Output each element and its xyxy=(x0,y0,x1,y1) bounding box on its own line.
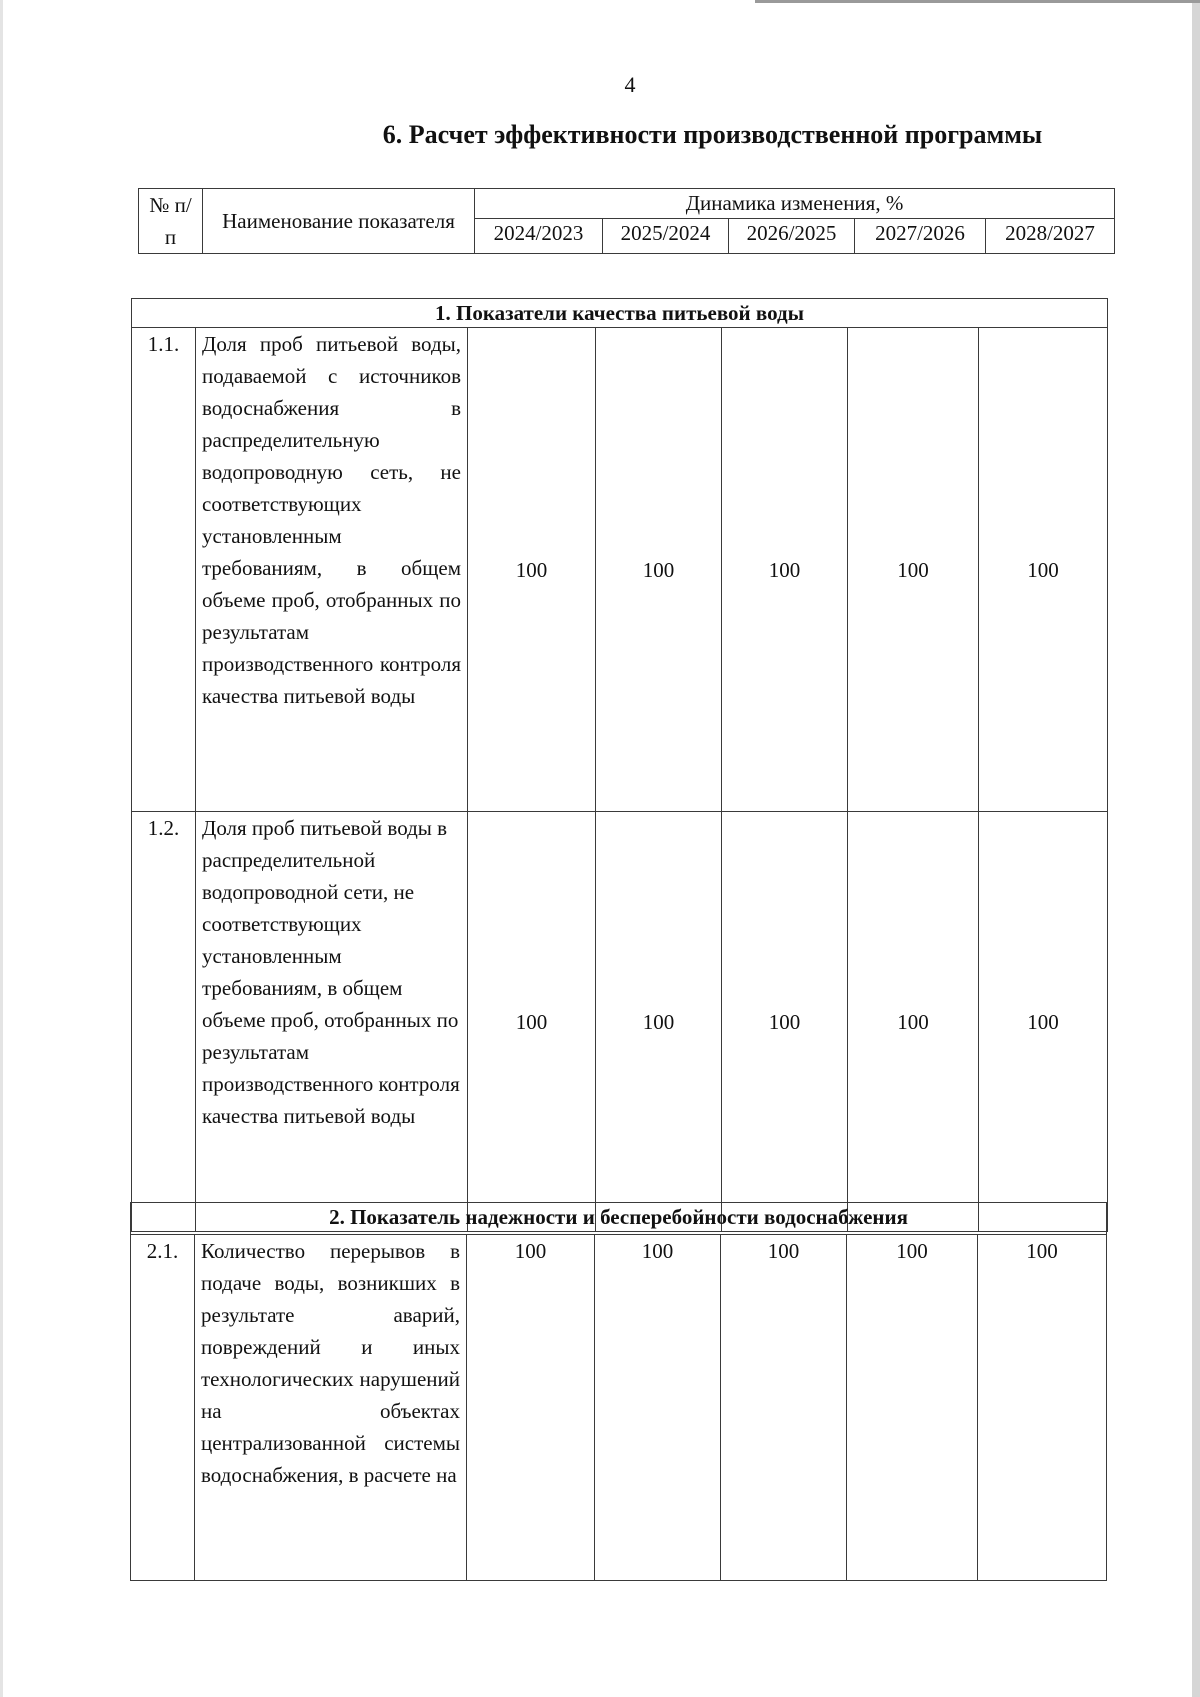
table-row xyxy=(131,1235,1107,1581)
header-dynamics: Динамика изменения, % xyxy=(475,189,1115,219)
row-value: 100 xyxy=(848,812,979,1232)
row-value: 100 xyxy=(721,1235,847,1581)
section-title: 2. Показатель надежности и бесперебойности водоснабжения xyxy=(131,1203,1107,1235)
row-value: 100 xyxy=(467,1235,595,1581)
row-value: 100 xyxy=(595,1235,721,1581)
header-name: Наименование показателя xyxy=(203,189,475,254)
indicators-table-section-1 xyxy=(131,298,1108,1232)
row-indicator-name: Доля проб питьевой воды в распределительной водопроводной сети, не соответствующих установленным требованиям, в общем объеме проб, отобранных по результатам производственного контроля качества питьевой воды xyxy=(196,812,468,1232)
row-value: 100 xyxy=(722,812,848,1232)
row-value: 100 xyxy=(848,328,979,812)
row-number: 2.1. xyxy=(131,1235,195,1581)
header-year: 2028/2027 xyxy=(986,218,1115,253)
header-year: 2026/2025 xyxy=(729,218,855,253)
row-value: 100 xyxy=(722,328,848,812)
row-value: 100 xyxy=(596,328,722,812)
row-number: 1.2. xyxy=(132,812,196,1232)
section-title: 1. Показатели качества питьевой воды xyxy=(132,299,1108,328)
row-value: 100 xyxy=(468,328,596,812)
page-number: 4 xyxy=(624,72,636,97)
row-value: 100 xyxy=(978,1235,1107,1581)
row-value: 100 xyxy=(847,1235,978,1581)
header-year: 2024/2023 xyxy=(475,218,603,253)
scan-edge-right xyxy=(1192,0,1200,1697)
table-row xyxy=(132,328,1108,812)
header-year: 2027/2026 xyxy=(855,218,986,253)
page-title: 6. Расчет эффективности производственной программы xyxy=(382,120,1043,149)
scan-edge-top xyxy=(755,0,1200,3)
row-indicator-name: Количество перерывов в подаче воды, возникших в результате аварий, повреждений и иных технологических нарушений на объектах централизованной системы водоснабжения, в расчете на xyxy=(195,1235,467,1581)
row-value: 100 xyxy=(596,812,722,1232)
indicators-table-header xyxy=(138,188,1115,254)
table-row xyxy=(132,812,1108,1232)
row-value: 100 xyxy=(468,812,596,1232)
indicators-table-section-2 xyxy=(130,1202,1107,1581)
row-value: 100 xyxy=(979,328,1108,812)
row-value: 100 xyxy=(979,812,1108,1232)
row-number: 1.1. xyxy=(132,328,196,812)
header-year: 2025/2024 xyxy=(603,218,729,253)
scan-edge-left xyxy=(0,0,3,1697)
header-num: № п/п xyxy=(139,189,203,254)
row-indicator-name: Доля проб питьевой воды, подаваемой с источников водоснабжения в распределительную водопроводную сеть, не соответствующих установленным требованиям, в общем объеме проб, отобранных по результатам производственного контроля качества питьевой воды xyxy=(196,328,468,812)
